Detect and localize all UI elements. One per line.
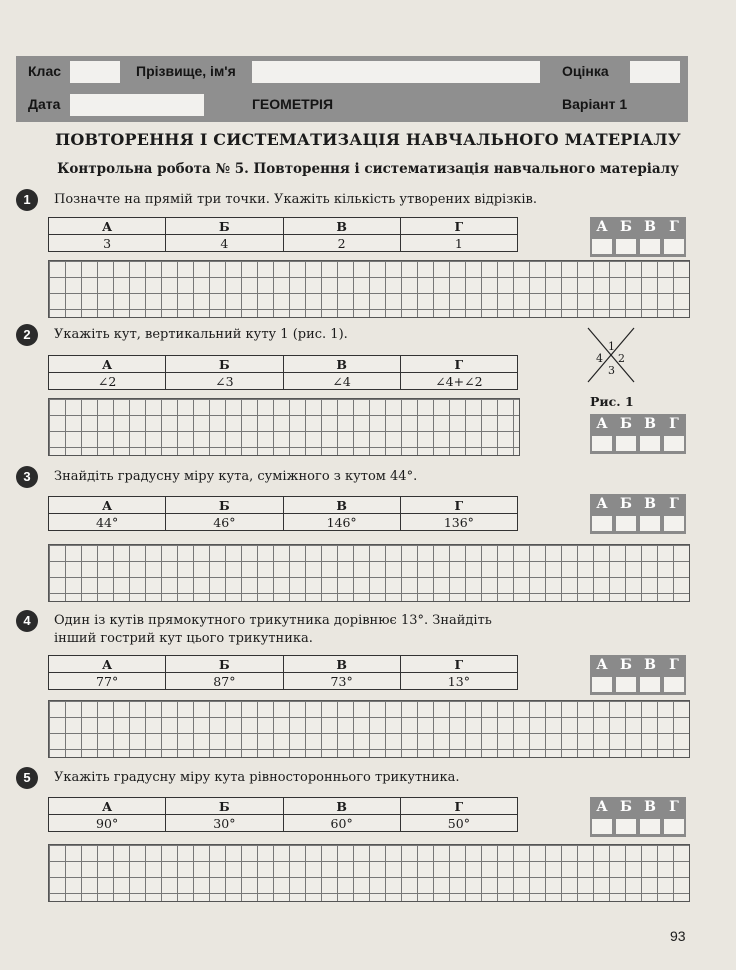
option-letter: Б xyxy=(166,497,283,514)
figure-label: 2 xyxy=(618,352,625,365)
figure-label: 1 xyxy=(608,340,615,353)
answer-checkbox[interactable] xyxy=(616,516,636,531)
answer-checkbox[interactable] xyxy=(640,239,660,254)
option-letter: Г xyxy=(400,218,517,235)
answer-options-table xyxy=(48,355,518,390)
answer-checkbox[interactable] xyxy=(592,436,612,451)
answer-letter: Г xyxy=(669,416,679,432)
option-value: ∠2 xyxy=(49,373,166,390)
date-label: Дата xyxy=(28,96,61,112)
option-value: 3 xyxy=(49,235,166,252)
grade-field[interactable] xyxy=(630,61,680,83)
answer-letter: В xyxy=(644,799,656,815)
answer-letter: Б xyxy=(620,496,632,512)
name-field[interactable] xyxy=(252,61,540,83)
answer-checkbox[interactable] xyxy=(592,516,612,531)
answer-options-table xyxy=(48,655,518,690)
answer-options-table xyxy=(48,797,518,832)
option-value: ∠3 xyxy=(166,373,283,390)
option-letter: Г xyxy=(400,798,517,815)
question-text: Один із кутів прямокутного трикутника дорівнює 13°. Знайдіть xyxy=(54,613,492,628)
option-value: 2 xyxy=(283,235,400,252)
answer-options-table xyxy=(48,496,518,531)
answer-letter: А xyxy=(596,657,608,673)
option-value: ∠4 xyxy=(283,373,400,390)
answer-letter: Б xyxy=(620,416,632,432)
answer-checkbox[interactable] xyxy=(664,677,684,692)
answer-checkbox[interactable] xyxy=(664,819,684,834)
question-number: 2 xyxy=(16,324,38,346)
figure-label: 3 xyxy=(608,364,615,377)
figure-intersecting-lines xyxy=(584,326,644,386)
answer-box xyxy=(590,797,686,837)
work-grid[interactable] xyxy=(48,260,690,318)
answer-letter: В xyxy=(644,416,656,432)
option-letter: Б xyxy=(166,798,283,815)
answer-checkbox[interactable] xyxy=(640,516,660,531)
answer-letter: А xyxy=(596,799,608,815)
option-letter: А xyxy=(49,356,166,373)
date-field[interactable] xyxy=(70,94,204,116)
answer-checkbox[interactable] xyxy=(592,677,612,692)
work-grid[interactable] xyxy=(48,398,520,456)
name-label: Прізвище, ім'я xyxy=(136,63,236,79)
option-value: 73° xyxy=(283,673,400,690)
answer-letter: А xyxy=(596,416,608,432)
answer-letter: В xyxy=(644,657,656,673)
option-letter: Б xyxy=(166,656,283,673)
question-text: Знайдіть градусну міру кута, суміжного з кутом 44°. xyxy=(54,469,418,484)
page-number: 93 xyxy=(670,928,686,944)
answer-checkbox[interactable] xyxy=(664,239,684,254)
answer-letter: Г xyxy=(669,496,679,512)
grade-label: Оцінка xyxy=(562,63,609,79)
answer-letter: Г xyxy=(669,657,679,673)
option-value: 13° xyxy=(400,673,517,690)
option-letter: Г xyxy=(400,656,517,673)
work-grid[interactable] xyxy=(48,844,690,902)
option-letter: Б xyxy=(166,356,283,373)
option-value: 146° xyxy=(283,514,400,531)
option-letter: А xyxy=(49,798,166,815)
option-letter: В xyxy=(283,497,400,514)
answer-letter: Г xyxy=(669,799,679,815)
variant-label: Варіант 1 xyxy=(562,96,628,112)
option-letter: А xyxy=(49,218,166,235)
answer-checkbox[interactable] xyxy=(616,819,636,834)
option-value: 46° xyxy=(166,514,283,531)
option-letter: Б xyxy=(166,218,283,235)
subject-label: ГЕОМЕТРІЯ xyxy=(252,96,334,112)
question-number: 5 xyxy=(16,767,38,789)
figure-caption: Рис. 1 xyxy=(590,394,634,409)
header-row-bottom xyxy=(16,89,688,122)
answer-letter: Г xyxy=(669,219,679,235)
figure-label: 4 xyxy=(596,352,603,365)
student-info-header xyxy=(16,56,688,122)
option-value: 4 xyxy=(166,235,283,252)
option-value: 50° xyxy=(400,815,517,832)
option-letter: Г xyxy=(400,356,517,373)
option-letter: А xyxy=(49,497,166,514)
work-grid[interactable] xyxy=(48,544,690,602)
answer-box xyxy=(590,414,686,454)
answer-checkbox[interactable] xyxy=(616,677,636,692)
question-text: Укажіть градусну міру кута рівностороннього трикутника. xyxy=(54,770,460,785)
option-value: 90° xyxy=(49,815,166,832)
option-value: 60° xyxy=(283,815,400,832)
option-value: 87° xyxy=(166,673,283,690)
work-grid[interactable] xyxy=(48,700,690,758)
answer-checkbox[interactable] xyxy=(664,516,684,531)
page-title: ПОВТОРЕННЯ І СИСТЕМАТИЗАЦІЯ НАВЧАЛЬНОГО МАТЕРІАЛУ xyxy=(55,130,681,149)
question-text: Позначте на прямій три точки. Укажіть кількість утворених відрізків. xyxy=(54,192,538,207)
option-letter: А xyxy=(49,656,166,673)
option-value: 1 xyxy=(400,235,517,252)
option-letter: В xyxy=(283,798,400,815)
option-value: 136° xyxy=(400,514,517,531)
page-subtitle: Контрольна робота № 5. Повторення і систематизація навчального матеріалу xyxy=(57,161,679,177)
option-value: 30° xyxy=(166,815,283,832)
answer-options-table xyxy=(48,217,518,252)
answer-letter: А xyxy=(596,496,608,512)
header-row-top xyxy=(16,56,688,89)
answer-letter: В xyxy=(644,496,656,512)
question-number: 1 xyxy=(16,189,38,211)
answer-letter: Б xyxy=(620,799,632,815)
answer-checkbox[interactable] xyxy=(640,436,660,451)
answer-checkbox[interactable] xyxy=(640,677,660,692)
answer-checkbox[interactable] xyxy=(664,436,684,451)
option-letter: В xyxy=(283,356,400,373)
answer-checkbox[interactable] xyxy=(616,436,636,451)
answer-checkbox[interactable] xyxy=(592,819,612,834)
question-text: інший гострий кут цього трикутника. xyxy=(54,631,313,646)
option-letter: Г xyxy=(400,497,517,514)
answer-letter: Б xyxy=(620,219,632,235)
option-value: 77° xyxy=(49,673,166,690)
question-text: Укажіть кут, вертикальний куту 1 (рис. 1). xyxy=(54,327,348,342)
option-value: ∠4+∠2 xyxy=(400,373,517,390)
option-letter: В xyxy=(283,656,400,673)
question-number: 4 xyxy=(16,610,38,632)
option-letter: В xyxy=(283,218,400,235)
answer-letter: В xyxy=(644,219,656,235)
answer-letter: А xyxy=(596,219,608,235)
answer-letter: Б xyxy=(620,657,632,673)
answer-box xyxy=(590,655,686,695)
answer-checkbox[interactable] xyxy=(616,239,636,254)
class-field[interactable] xyxy=(70,61,120,83)
question-number: 3 xyxy=(16,466,38,488)
answer-checkbox[interactable] xyxy=(592,239,612,254)
answer-box xyxy=(590,217,686,257)
option-value: 44° xyxy=(49,514,166,531)
answer-checkbox[interactable] xyxy=(640,819,660,834)
answer-box xyxy=(590,494,686,534)
class-label: Клас xyxy=(28,63,62,79)
